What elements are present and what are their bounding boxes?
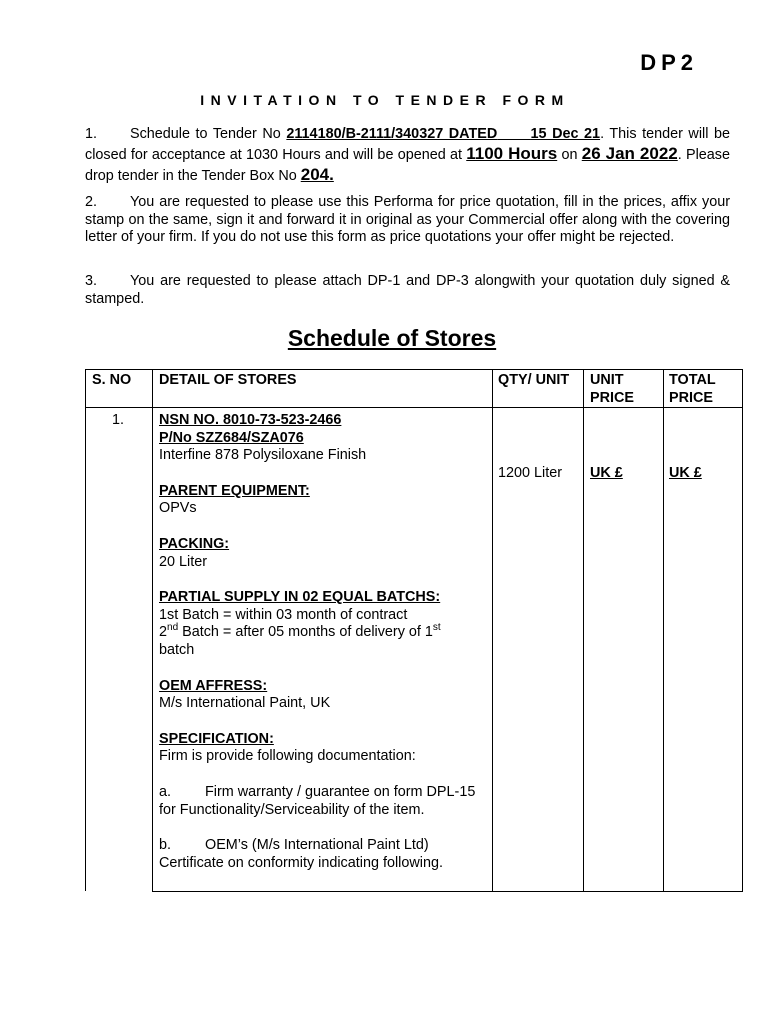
header-unit-price-line1: UNIT	[590, 372, 624, 388]
paragraph-1-number: 1.	[85, 126, 98, 142]
table-right-border	[742, 369, 743, 891]
batch-2: 2nd Batch = after 05 months of delivery of 1st	[159, 622, 441, 641]
header-total-price-line1: TOTAL	[669, 372, 716, 388]
header-total-price	[669, 372, 716, 407]
row-total-price: UK £	[669, 465, 702, 481]
paragraph-1-text-d: . Please drop tender in the Tender Box No	[85, 147, 730, 184]
schedule-heading: Schedule of Stores	[287, 325, 497, 351]
tender-date: 15 Dec 21	[530, 126, 601, 142]
paragraph-1-text-b: . This tender will be closed for acceptance at 1030 Hours and will be opened at	[85, 126, 730, 163]
batch-2-end: batch	[159, 641, 195, 658]
column-divider-total-price	[663, 369, 664, 891]
row-detail	[159, 412, 494, 890]
spec-item-b-text: OEM’s (M/s International Paint Ltd) Certificate on conformity indicating following.	[159, 837, 443, 871]
table-header-divider	[85, 407, 743, 408]
spec-item-b-letter: b.	[159, 837, 172, 854]
paragraph-2-number: 2.	[85, 194, 98, 210]
tender-number: 2114180/B-2111/340327 DATED	[286, 126, 498, 142]
oem-address-label: OEM AFFRESS:	[159, 677, 268, 694]
header-qty: QTY/ UNIT	[498, 372, 570, 388]
paragraph-3-number: 3.	[85, 273, 98, 289]
table-bottom-border	[152, 891, 743, 892]
opening-date: 26 Jan 2022	[581, 144, 678, 163]
spec-item-a-text: Firm warranty / guarantee on form DPL-15 for Functionality/Serviceability of the item.	[159, 783, 476, 818]
oem-address-value: M/s International Paint, UK	[159, 695, 331, 712]
specification-intro: Firm is provide following documentation:	[159, 748, 416, 765]
row-serial-number: 1.	[112, 412, 125, 428]
header-unit-price	[590, 372, 634, 407]
paragraph-3	[85, 273, 730, 308]
header-sno: S. NO	[92, 372, 132, 388]
part-number: P/No SZZ684/SZA076	[159, 429, 304, 446]
item-description: Interfine 878 Polysiloxane Finish	[159, 447, 367, 464]
form-title: INVITATION TO TENDER FORM	[200, 92, 570, 108]
table-left-border	[85, 369, 86, 891]
nsn-number: NSN NO. 8010-73-523-2466	[159, 412, 342, 428]
row-quantity: 1200 Liter	[498, 465, 563, 481]
header-total-price-line2: PRICE	[669, 389, 713, 406]
tender-box-number: 204.	[300, 165, 334, 184]
packing-label: PACKING:	[159, 535, 230, 552]
row-unit-price: UK £	[590, 465, 623, 481]
paragraph-2-text: You are requested to please use this Performa for price quotation, fill in the prices, affix your stamp on the same, sign it and forward it in original as your Commercial offer along with the covering letter of your firm. If you do not use this form as price quotations your offer might be rejected.	[85, 194, 730, 245]
paragraph-1-text-a: Schedule to Tender No	[130, 126, 287, 142]
partial-supply-label: PARTIAL SUPPLY IN 02 EQUAL BATCHS:	[159, 589, 441, 606]
paragraph-2	[85, 194, 730, 247]
parent-equipment-label: PARENT EQUIPMENT:	[159, 482, 310, 499]
paragraph-1-text-c: on	[557, 147, 582, 163]
packing-value: 20 Liter	[159, 553, 207, 570]
table-top-border	[85, 369, 743, 370]
parent-equipment-value: OPVs	[159, 500, 197, 517]
batch-1: 1st Batch = within 03 month of contract	[159, 606, 408, 623]
document-code: DP2	[640, 50, 698, 75]
paragraph-1	[85, 125, 730, 186]
header-detail: DETAIL OF STORES	[159, 372, 297, 388]
header-unit-price-line2: PRICE	[590, 389, 634, 406]
specification-label: SPECIFICATION:	[159, 730, 274, 747]
paragraph-3-text: You are requested to please attach DP-1 and DP-3 alongwith your quotation duly signed & stamped.	[85, 273, 730, 307]
spec-item-a-letter: a.	[159, 783, 172, 800]
column-divider-detail	[152, 369, 153, 891]
opening-time: 1100 Hours	[466, 144, 558, 163]
column-divider-unit-price	[583, 369, 584, 891]
